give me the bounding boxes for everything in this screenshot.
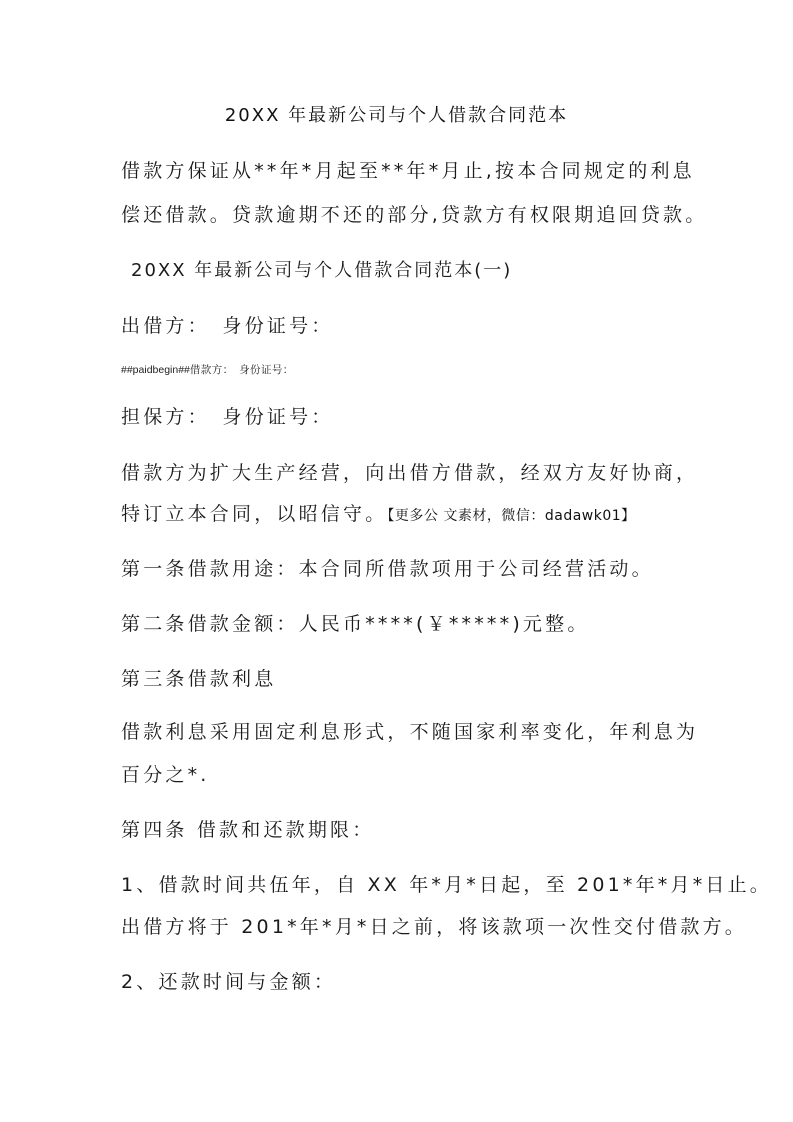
- borrower-line: [121, 363, 294, 377]
- lender-line: 出借方： 身份证号：: [121, 315, 334, 337]
- intro-line-1: 借款方保证从**年*月起至**年*月止,按本合同规定的利息: [121, 160, 695, 182]
- article-3-heading: 第三条借款利息: [121, 668, 277, 690]
- term-1-line-2: 出借方将于 201*年*月*日之前，将该款项一次性交付借款方。: [121, 916, 748, 938]
- document-title: 20XX 年最新公司与个人借款合同范本: [224, 105, 569, 126]
- article-3-line-2: 百分之*.: [121, 764, 210, 786]
- borrower-label: 借款方： 身份证号：: [189, 364, 294, 376]
- promo-note: 【更多公 文素材，微信：dadawk01】: [387, 508, 636, 524]
- paid-marker: ##paidbegin##: [121, 364, 190, 376]
- preamble-line-1: 借款方为扩大生产经营，向出借方借款，经双方友好协商，: [121, 462, 699, 484]
- term-2: 2、还款时间与金额：: [121, 971, 337, 993]
- preamble-line-2: [121, 502, 636, 528]
- guarantor-line: 担保方： 身份证号：: [121, 406, 334, 428]
- intro-line-2: 偿还借款。贷款逾期不还的部分,贷款方有权限期追回贷款。: [121, 204, 708, 226]
- contract-subtitle: 20XX 年最新公司与个人借款合同范本(一): [131, 260, 513, 281]
- preamble-text: 特订立本合同，以昭信守。: [121, 503, 388, 525]
- article-4-heading: 第四条 借款和还款期限：: [121, 819, 375, 841]
- article-1: 第一条借款用途：本合同所借款项用于公司经营活动。: [121, 558, 654, 580]
- article-3-line-1: 借款利息采用固定利息形式，不随国家利率变化，年利息为: [121, 721, 699, 743]
- article-2: 第二条借款金额：人民币****(￥*****)元整。: [121, 613, 590, 635]
- term-1-line-1: 1、借款时间共伍年，自 XX 年*月*日起，至 201*年*月*日止。: [121, 874, 773, 896]
